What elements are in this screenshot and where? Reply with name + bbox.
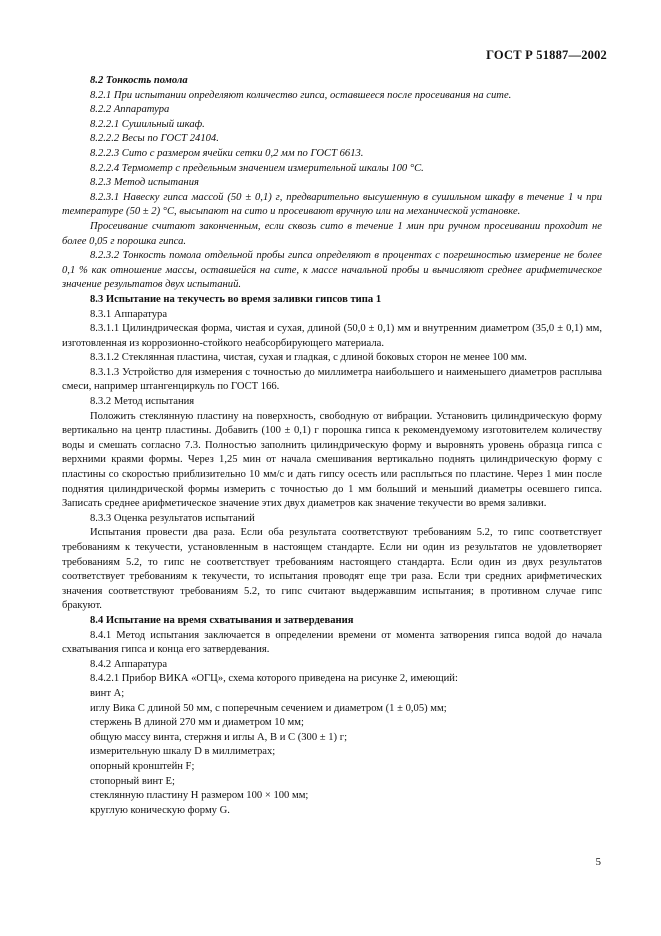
- paragraph: 8.3.1.3 Устройство для измерения с точностью до миллиметра наибольшего и наименьшего диаметров расплыва смеси, например штангенциркуль по ГОСТ 166.: [62, 366, 602, 393]
- paragraph: 8.3.1 Аппаратура: [90, 308, 168, 320]
- paragraph: 8.4.1 Метод испытания заключается в определении времени от момента затворения гипса водой до начала схватывания гипса и конца его затвердевания.: [62, 629, 602, 656]
- paragraph: винт А;: [90, 687, 125, 699]
- paragraph: 8.3 Испытание на текучесть во время заливки гипсов типа 1: [90, 293, 382, 305]
- paragraph: 8.2.3.2 Тонкость помола отдельной пробы гипса определяют в процентах с погрешностью измерение не более 0,1 % как отношение массы, оставшейся на сите, к массе начальной пробы и вычисляют среднее арифметическое значение результатов двух испытаний.: [62, 250, 602, 291]
- document-body: [62, 74, 602, 818]
- paragraph: круглую коническую форму G.: [90, 804, 230, 816]
- paragraph: 8.4 Испытание на время схватывания и затвердевания: [90, 614, 354, 626]
- paragraph: 8.2.2 Аппаратура: [90, 104, 170, 116]
- page-number: 5: [595, 856, 601, 868]
- paragraph: Испытания провести два раза. Если оба результата соответствуют требованиям 5.2, то гипс соответствует требованиям к текучести, установленным в настоящем стандарте. Если ни один из результатов не удовлетворяет требованиям 5.2, то гипс не соответствует требованиям настоящего стандарта. Если один из двух результатов соответствует требованиям к текучести, то испытания проводят еще три раза. Если три средних арифметических значения соответствуют требованиям 5.2, то гипс считают выдержавшим испытания; в противном случае гипс бракуют.: [62, 527, 602, 612]
- paragraph: иглу Вика С длиной 50 мм, с поперечным сечением и диаметром (1 ± 0,05) мм;: [90, 702, 447, 714]
- paragraph: общую массу винта, стержня и иглы А, В и С (300 ± 1) г;: [90, 731, 348, 743]
- paragraph: 8.2.1 При испытании определяют количество гипса, оставшееся после просеивания на сите.: [90, 89, 512, 101]
- paragraph: 8.2.3.1 Навеску гипса массой (50 ± 0,1) г, предварительно высушенную в сушильном шкафу в течение 1 ч при температуре (50 ± 2) °С, высыпают на сито и просеивают вручную или на механической установке.: [62, 191, 602, 218]
- paragraph: 8.3.3 Оценка результатов испытаний: [90, 512, 255, 524]
- paragraph: 8.4.2.1 Прибор ВИКА «ОГЦ», схема которого приведена на рисунке 2, имеющий:: [90, 673, 458, 685]
- paragraph: опорный кронштейн F;: [90, 760, 195, 772]
- paragraph: 8.2.2.4 Термометр с предельным значением измерительной шкалы 100 °С.: [90, 162, 424, 174]
- paragraph: Положить стеклянную пластину на поверхность, свободную от вибрации. Установить цилиндрическую форму вертикально на центр пластины. Добавить (100 ± 0,1) г порошка гипса к рекомендуемому изготовителем количеству воды и смешать согласно 7.3. Полностью заполнить цилиндрическую форму и выровнять уровень образца гипса с верхними краями формы. Через 1,25 мин от начала смешивания вертикально поднять цилиндрическую форму с пластины со скоростью приблизительно 10 мм/с и дать гипсу осесть или расплыться по пластине. Через 1 мин после поднятия цилиндрической формы измерить с точностью до 1 мм больший и меньший диаметры осевшего гипса. Записать среднее арифметическое значение этих двух диаметров как значение текучести во время заливки.: [62, 410, 602, 510]
- paragraph: стержень В длиной 270 мм и диаметром 10 мм;: [90, 717, 304, 729]
- paragraph: 8.2.2.3 Сито с размером ячейки сетки 0,2 мм по ГОСТ 6613.: [90, 147, 364, 159]
- paragraph: измерительную шкалу D в миллиметрах;: [90, 746, 276, 758]
- paragraph: стопорный винт Е;: [90, 775, 175, 787]
- paragraph: Просеивание считают законченным, если сквозь сито в течение 1 мин при ручном просеивании проходит не более 0,05 г порошка гипса.: [62, 220, 602, 247]
- paragraph: 8.2 Тонкость помола: [90, 75, 188, 86]
- document-header: ГОСТ Р 51887—2002: [486, 48, 607, 62]
- paragraph: 8.3.1.2 Стеклянная пластина, чистая, сухая и гладкая, с длиной боковых сторон не менее 100 мм.: [90, 352, 527, 364]
- paragraph: 8.2.2.1 Сушильный шкаф.: [90, 118, 205, 130]
- paragraph: 8.2.2.2 Весы по ГОСТ 24104.: [90, 133, 219, 145]
- paragraph: 8.3.1.1 Цилиндрическая форма, чистая и сухая, длиной (50,0 ± 0,1) мм и внутренним диаметром (35,0 ± 0,1) мм, изготовленная из коррозионно-стойкого неабсорбирующего материала.: [62, 323, 602, 349]
- paragraph: 8.2.3 Метод испытания: [90, 177, 199, 189]
- paragraph: 8.3.2 Метод испытания: [90, 396, 195, 408]
- paragraph: 8.4.2 Аппаратура: [90, 658, 168, 670]
- paragraph: стеклянную пластину Н размером 100 × 100 мм;: [90, 790, 309, 802]
